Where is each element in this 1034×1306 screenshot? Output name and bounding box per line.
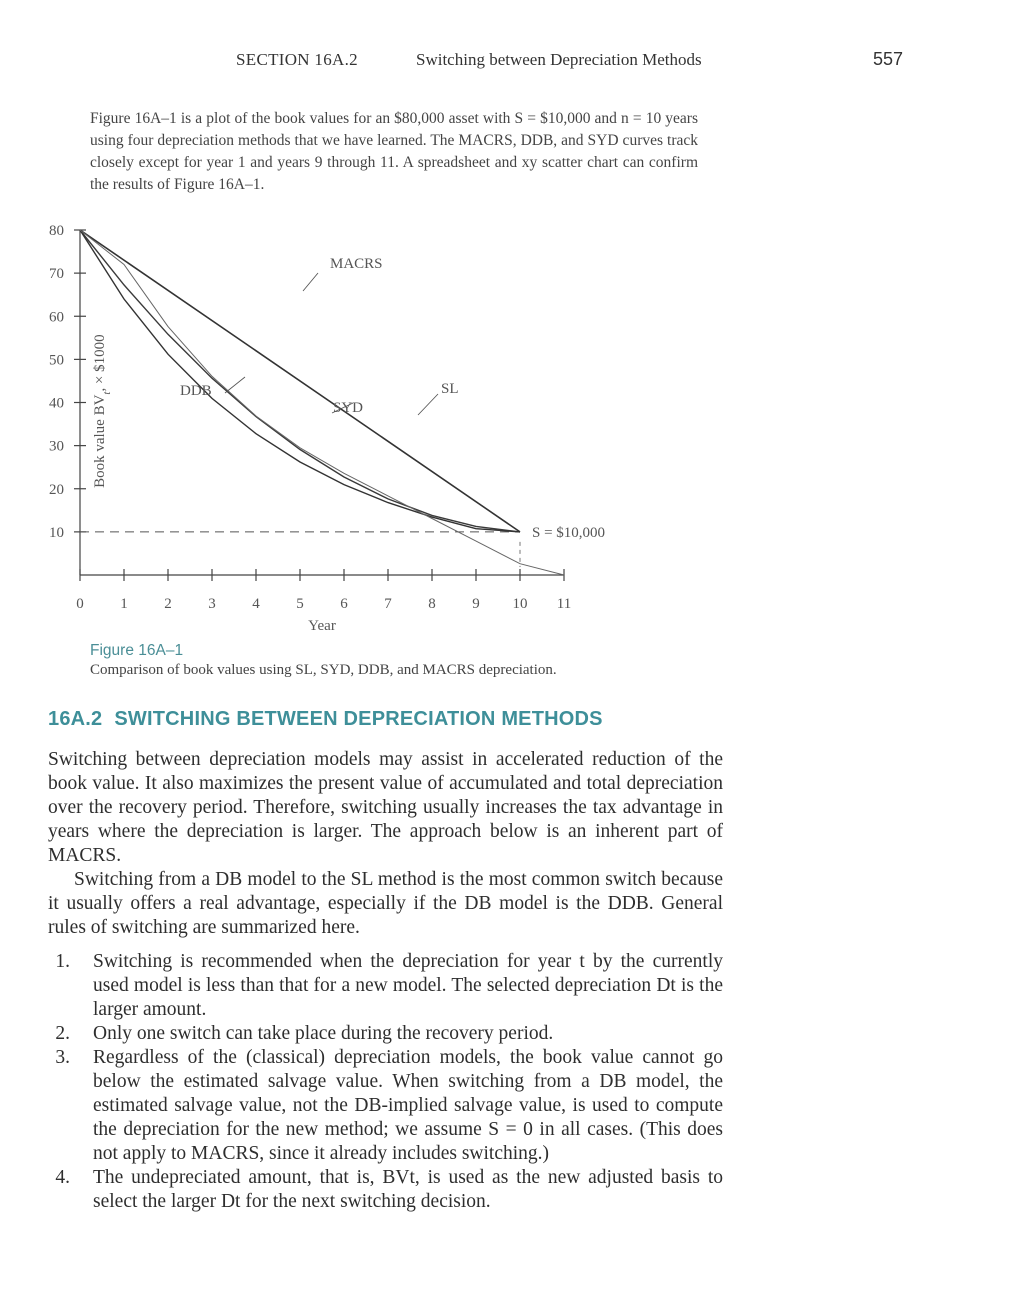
x-tick-label: 4 (252, 596, 260, 612)
series-label-sl: SL (441, 381, 459, 397)
y-axis-title: Book value $BV_t$, × $1000 (92, 334, 113, 488)
rule-text: The undepreciated amount, that is, BVt, is used as the new adjusted basis to select the larger Dt for the next switching decision. (93, 1167, 723, 1212)
body-paragraph-2: Switching from a DB model to the SL method is the most common switch because it usually offers a real advantage, especially if the DB model is the DDB. General rules of switching are summarized here. (48, 869, 723, 938)
book-value-chart (49, 215, 700, 635)
y-tick-label: 10 (49, 524, 64, 541)
header-section-title: Switching between Depreciation Methods (416, 50, 702, 69)
figure-caption: Comparison of book values using SL, SYD, DDB, and MACRS depreciation. (90, 662, 557, 678)
switching-rules-list (48, 950, 723, 1214)
rule-number: 1. (55, 951, 70, 972)
x-tick-label: 2 (164, 596, 172, 612)
y-tick-label: 40 (49, 395, 64, 412)
y-tick-label: 20 (49, 481, 64, 498)
header-section-label: SECTION 16A.2 (236, 50, 358, 69)
rule-item (48, 1166, 723, 1214)
rule-text: Regardless of the (classical) depreciation models, the book value cannot go below the estimated salvage value. When switching from a DB model, the estimated salvage value, not the DB-implied salvage value, is used to compute the depreciation for the new method; we assume S = 0 in all cases. (This does not apply to MACRS, since it already includes switching.) (93, 1047, 723, 1164)
intro-paragraph: Figure 16A–1 is a plot of the book values for an $80,000 asset with S = $10,000 and n = 10 years using four depreciation methods that we have learned. The MACRS, DDB, and SYD curves track closely except for year 1 and years 9 through 11. A spreadsheet and xy scatter chart can confirm the results of Figure 16A–1. (90, 110, 698, 193)
x-axis-title: Year (308, 618, 336, 634)
series-label-syd: SYD (333, 400, 364, 416)
rule-item (48, 1022, 723, 1046)
y-tick-label: 50 (49, 352, 64, 369)
label-leader-sl (418, 394, 438, 415)
rule-item (48, 950, 723, 1022)
figure-label: Figure 16A–1 (90, 642, 184, 659)
y-tick-label: 70 (49, 266, 64, 283)
label-leader-macrs (303, 273, 318, 291)
x-tick-label: 8 (428, 596, 436, 612)
rule-number: 2. (55, 1023, 70, 1044)
running-header (0, 50, 1034, 74)
series-macrs-line (80, 230, 564, 575)
rule-number: 3. (55, 1047, 70, 1068)
x-tick-label: 0 (76, 596, 84, 612)
rule-text: Switching is recommended when the depreciation for year t by the currently used model is less than that for a new model. The selected depreciation Dt is the larger amount. (93, 951, 723, 1020)
section-title: SWITCHING BETWEEN DEPRECIATION METHODS (114, 708, 603, 730)
x-tick-label: 7 (384, 596, 392, 612)
x-tick-label: 5 (296, 596, 304, 612)
y-tick-label: 60 (49, 309, 64, 326)
series-label-macrs: MACRS (330, 256, 383, 272)
section-number: 16A.2 (48, 708, 103, 730)
salvage-label: S = $10,000 (532, 524, 606, 541)
x-tick-label: 6 (340, 596, 348, 612)
x-tick-label: 3 (208, 596, 216, 612)
section-heading (48, 708, 603, 731)
series-label-ddb: DDB (180, 383, 212, 399)
x-tick-label: 1 (120, 596, 128, 612)
rule-item (48, 1046, 723, 1166)
x-tick-label: 9 (472, 596, 480, 612)
page-number: 557 (873, 49, 904, 69)
x-tick-label: 10 (512, 596, 528, 612)
rule-text: Only one switch can take place during the recovery period. (93, 1023, 554, 1044)
rule-number: 4. (55, 1167, 70, 1188)
y-tick-label: 30 (49, 438, 64, 455)
body-paragraph-1: Switching between depreciation models may assist in accelerated reduction of the book value. It also maximizes the present value of accumulated and total depreciation over the recovery period. Therefore, switching usually increases the tax advantage in years where the depreciation is larger. The approach below is an inherent part of MACRS. (48, 749, 723, 866)
y-tick-label: 80 (49, 223, 64, 239)
label-leader-ddb (225, 377, 245, 393)
x-tick-label: 11 (556, 596, 572, 612)
section-body (48, 748, 723, 1214)
